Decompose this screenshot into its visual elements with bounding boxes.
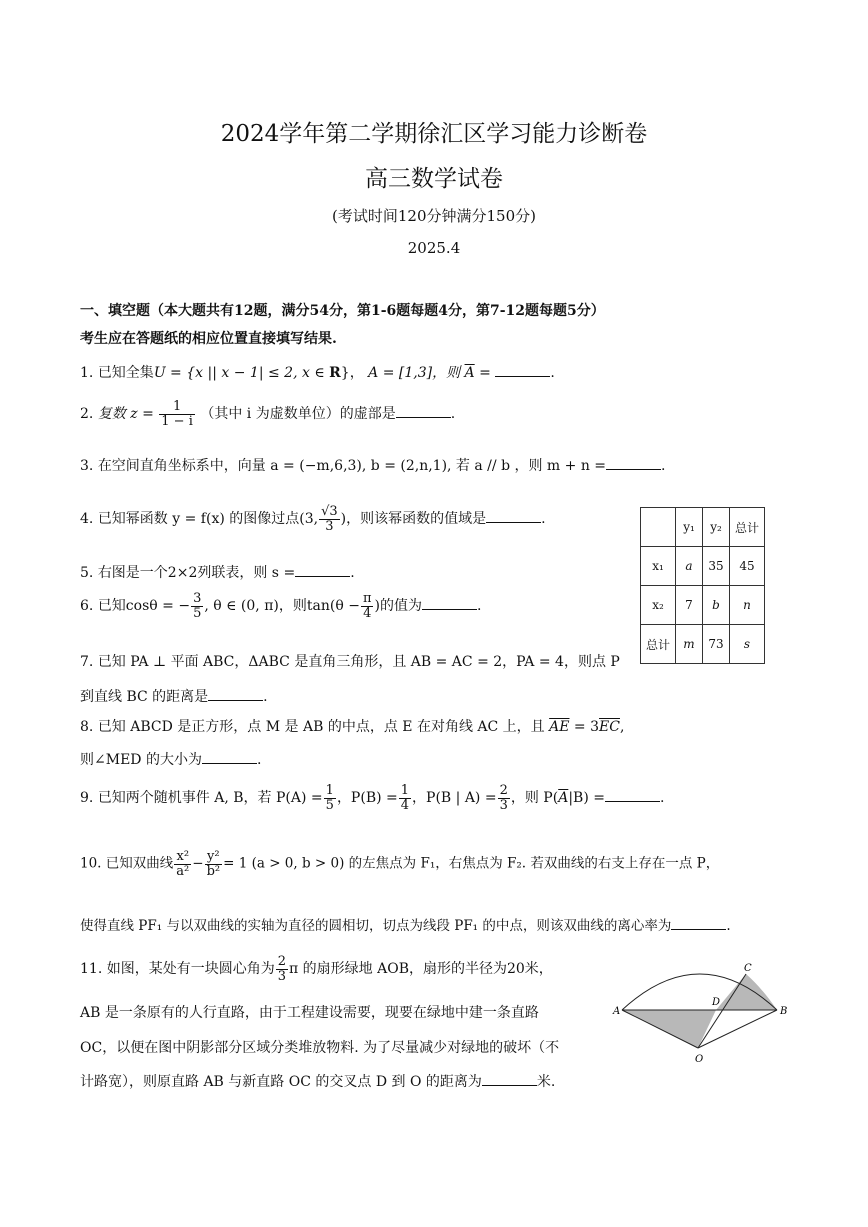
question-6: 6. 已知cosθ = − $\frac{3}{5}$ , θ ∈ (0, π)，则tan(θ − $\frac{\pi}{4}$ )的值为 .: [80, 591, 482, 621]
exam-subtitle: 高三数学试卷: [365, 166, 503, 192]
exam-info: (考试时间120分钟满分150分): [332, 207, 536, 225]
section-heading: 一、填空题（本大题共有12题，满分54分，第1-6题每题4分，第7-12题每题5分）: [80, 303, 605, 319]
shaded-region-right: [716, 974, 777, 1010]
answer-blank: [486, 510, 541, 523]
table-row: 总计 m 73 s: [641, 625, 765, 664]
table-header-row: y₁ y₂ 总计: [641, 508, 765, 547]
label-D: D: [712, 997, 721, 1008]
answer-blank: [208, 688, 263, 701]
answer-blank: [482, 1073, 537, 1086]
label-A: A: [613, 1006, 621, 1017]
answer-blank: [671, 917, 726, 930]
question-9: 9. 已知两个随机事件 A, B，若 P(A) = $\frac{1}{5}$ ，P(B) = $\frac{1}{4}$ ，P(B | A) = $\frac{2}{3}$ ，则 $P(\overline{A}|B)$ = .: [80, 783, 665, 813]
question-7-line1: 7. 已知 PA ⊥ 平面 ABC，ΔABC 是直角三角形，且 AB = AC = 2，PA = 4，则点 P: [80, 654, 620, 670]
table-row: x₂ 7 b n: [641, 586, 765, 625]
question-5: 5. 右图是一个2×2列联表，则 s = .: [80, 565, 355, 581]
question-4: 4. 已知幂函数 y = f(x) 的图像过点(3, $\frac{√3}{3}$ )，则该幂函数的值域是 .: [80, 504, 546, 534]
answer-blank: [606, 457, 661, 470]
label-C: C: [744, 963, 752, 974]
answer-blank: [495, 364, 550, 377]
exam-title: 2024学年第二学期徐汇区学习能力诊断卷: [220, 121, 648, 147]
answer-blank: [295, 564, 350, 577]
question-11-line1: 11. 如图，某处有一块圆心角为 $\frac{2}{3}$ π 的扇形绿地 AOB，扇形的半径为20米，: [80, 954, 553, 984]
question-2: 2. 复数 z = $\frac{1}{1 - i}$ （其中 i 为虚数单位）的虚部是 .: [80, 399, 456, 429]
question-1: 1. 已知全集U = {x || x − 1| ≤ 2, x ∈ R}， A = [1,3]，则 $\overline{A}$ = .: [80, 365, 555, 381]
question-10-line1: 10. 已知双曲线 $\frac{\text{x²}}{\text{a²}}$ − $\frac{\text{y²}}{\text{b²}}$ = 1 (a > 0, b > 0) 的左焦点为 F₁，右焦点为 F₂. 若双曲线的右支上存在一点 P，: [80, 849, 720, 879]
exam-date: 2025.4: [407, 239, 461, 257]
question-8-line2: 则∠MED 的大小为 .: [80, 752, 262, 768]
question-11-line2: AB 是一条原有的人行直路，由于工程建设需要，现要在绿地中建一条直路: [80, 1005, 539, 1021]
answer-blank: [605, 789, 660, 802]
table-row: x₁ a 35 45: [641, 547, 765, 586]
question-11-line3: OC，以便在图中阴影部分区域分类堆放物料. 为了尽量减少对绿地的破坏（不: [80, 1040, 560, 1056]
label-B: B: [780, 1006, 788, 1017]
question-3: 3. 在空间直角坐标系中，向量 a = (−m,6,3), b = (2,n,1), 若 a // b ，则 m + n = .: [80, 458, 666, 474]
section-instruction: 考生应在答题纸的相应位置直接填写结果.: [80, 331, 337, 347]
answer-blank: [396, 405, 451, 418]
answer-blank: [422, 597, 477, 610]
sector-figure: [612, 960, 792, 1070]
answer-blank: [202, 751, 257, 764]
label-O: O: [695, 1054, 704, 1065]
question-8-line1: 8. 已知 ABCD 是正方形，点 M 是 AB 的中点，点 E 在对角线 AC 上，且 $\overline{AE} = 3\overline{EC}$,: [80, 719, 625, 735]
question-10-line2: 使得直线 PF₁ 与以双曲线的实轴为直径的圆相切，切点为线段 PF₁ 的中点，则该双曲线的离心率为 .: [80, 918, 731, 934]
contingency-table: [640, 507, 765, 664]
question-7-line2: 到直线 BC 的距离是 .: [80, 689, 268, 705]
question-11-line4: 计路宽），则原直路 AB 与新直路 OC 的交叉点 D 到 O 的距离为 米.: [80, 1074, 556, 1090]
